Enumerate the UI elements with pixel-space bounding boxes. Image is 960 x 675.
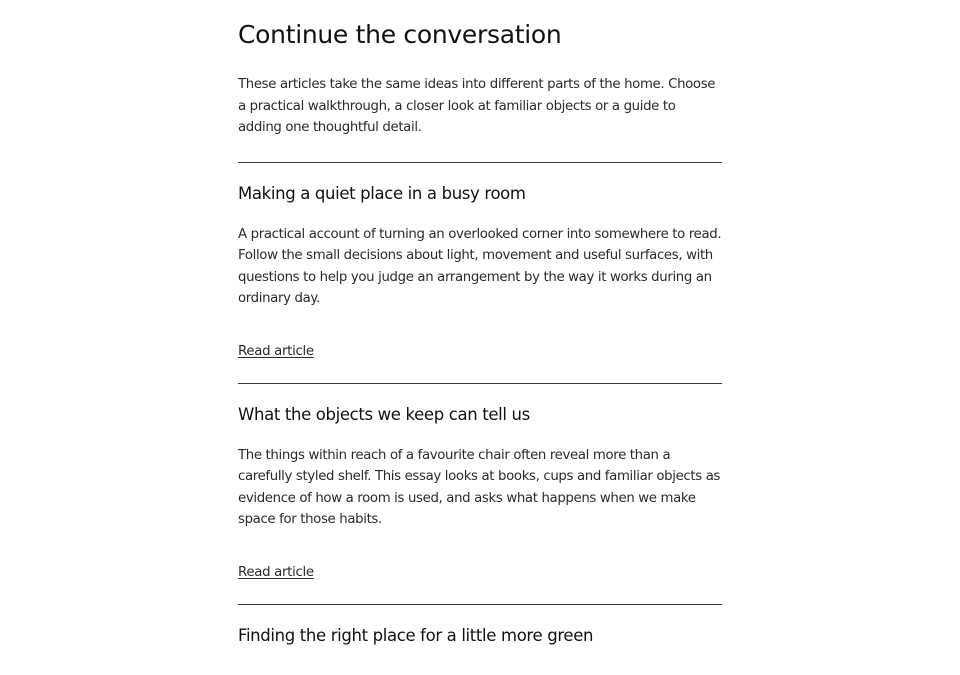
read-article-link[interactable]: Read article (238, 564, 314, 580)
article-title: What the objects we keep can tell us (238, 404, 530, 424)
section-title: Continue the conversation (238, 20, 562, 49)
article-card-quiet-place (238, 162, 722, 383)
read-article-link[interactable]: Read article (238, 343, 314, 359)
section-intro: These articles take the same ideas into different parts of the home. Choose a practical walkthrough, a closer look at familiar objects or a guide to adding one thoughtful detail. (238, 77, 716, 135)
article-card-more-green (238, 604, 722, 669)
article-card-objects-we-keep (238, 383, 722, 604)
article-title: Making a quiet place in a busy room (238, 183, 526, 203)
article-summary: The things within reach of a favourite chair often reveal more than a carefully styled shelf. This essay looks at books, cups and familiar objects as evidence of how a room is used, and asks what happens when we make space for those habits. (238, 447, 721, 527)
article-list (238, 162, 722, 669)
article-title: Finding the right place for a little more green (238, 625, 594, 645)
article-summary: A practical account of turning an overlooked corner into somewhere to read. Follow the small decisions about light, movement and useful surfaces, with questions to help you judge an arrangement by the way it works during an ordinary day. (238, 226, 722, 306)
related-articles-section (238, 0, 722, 669)
